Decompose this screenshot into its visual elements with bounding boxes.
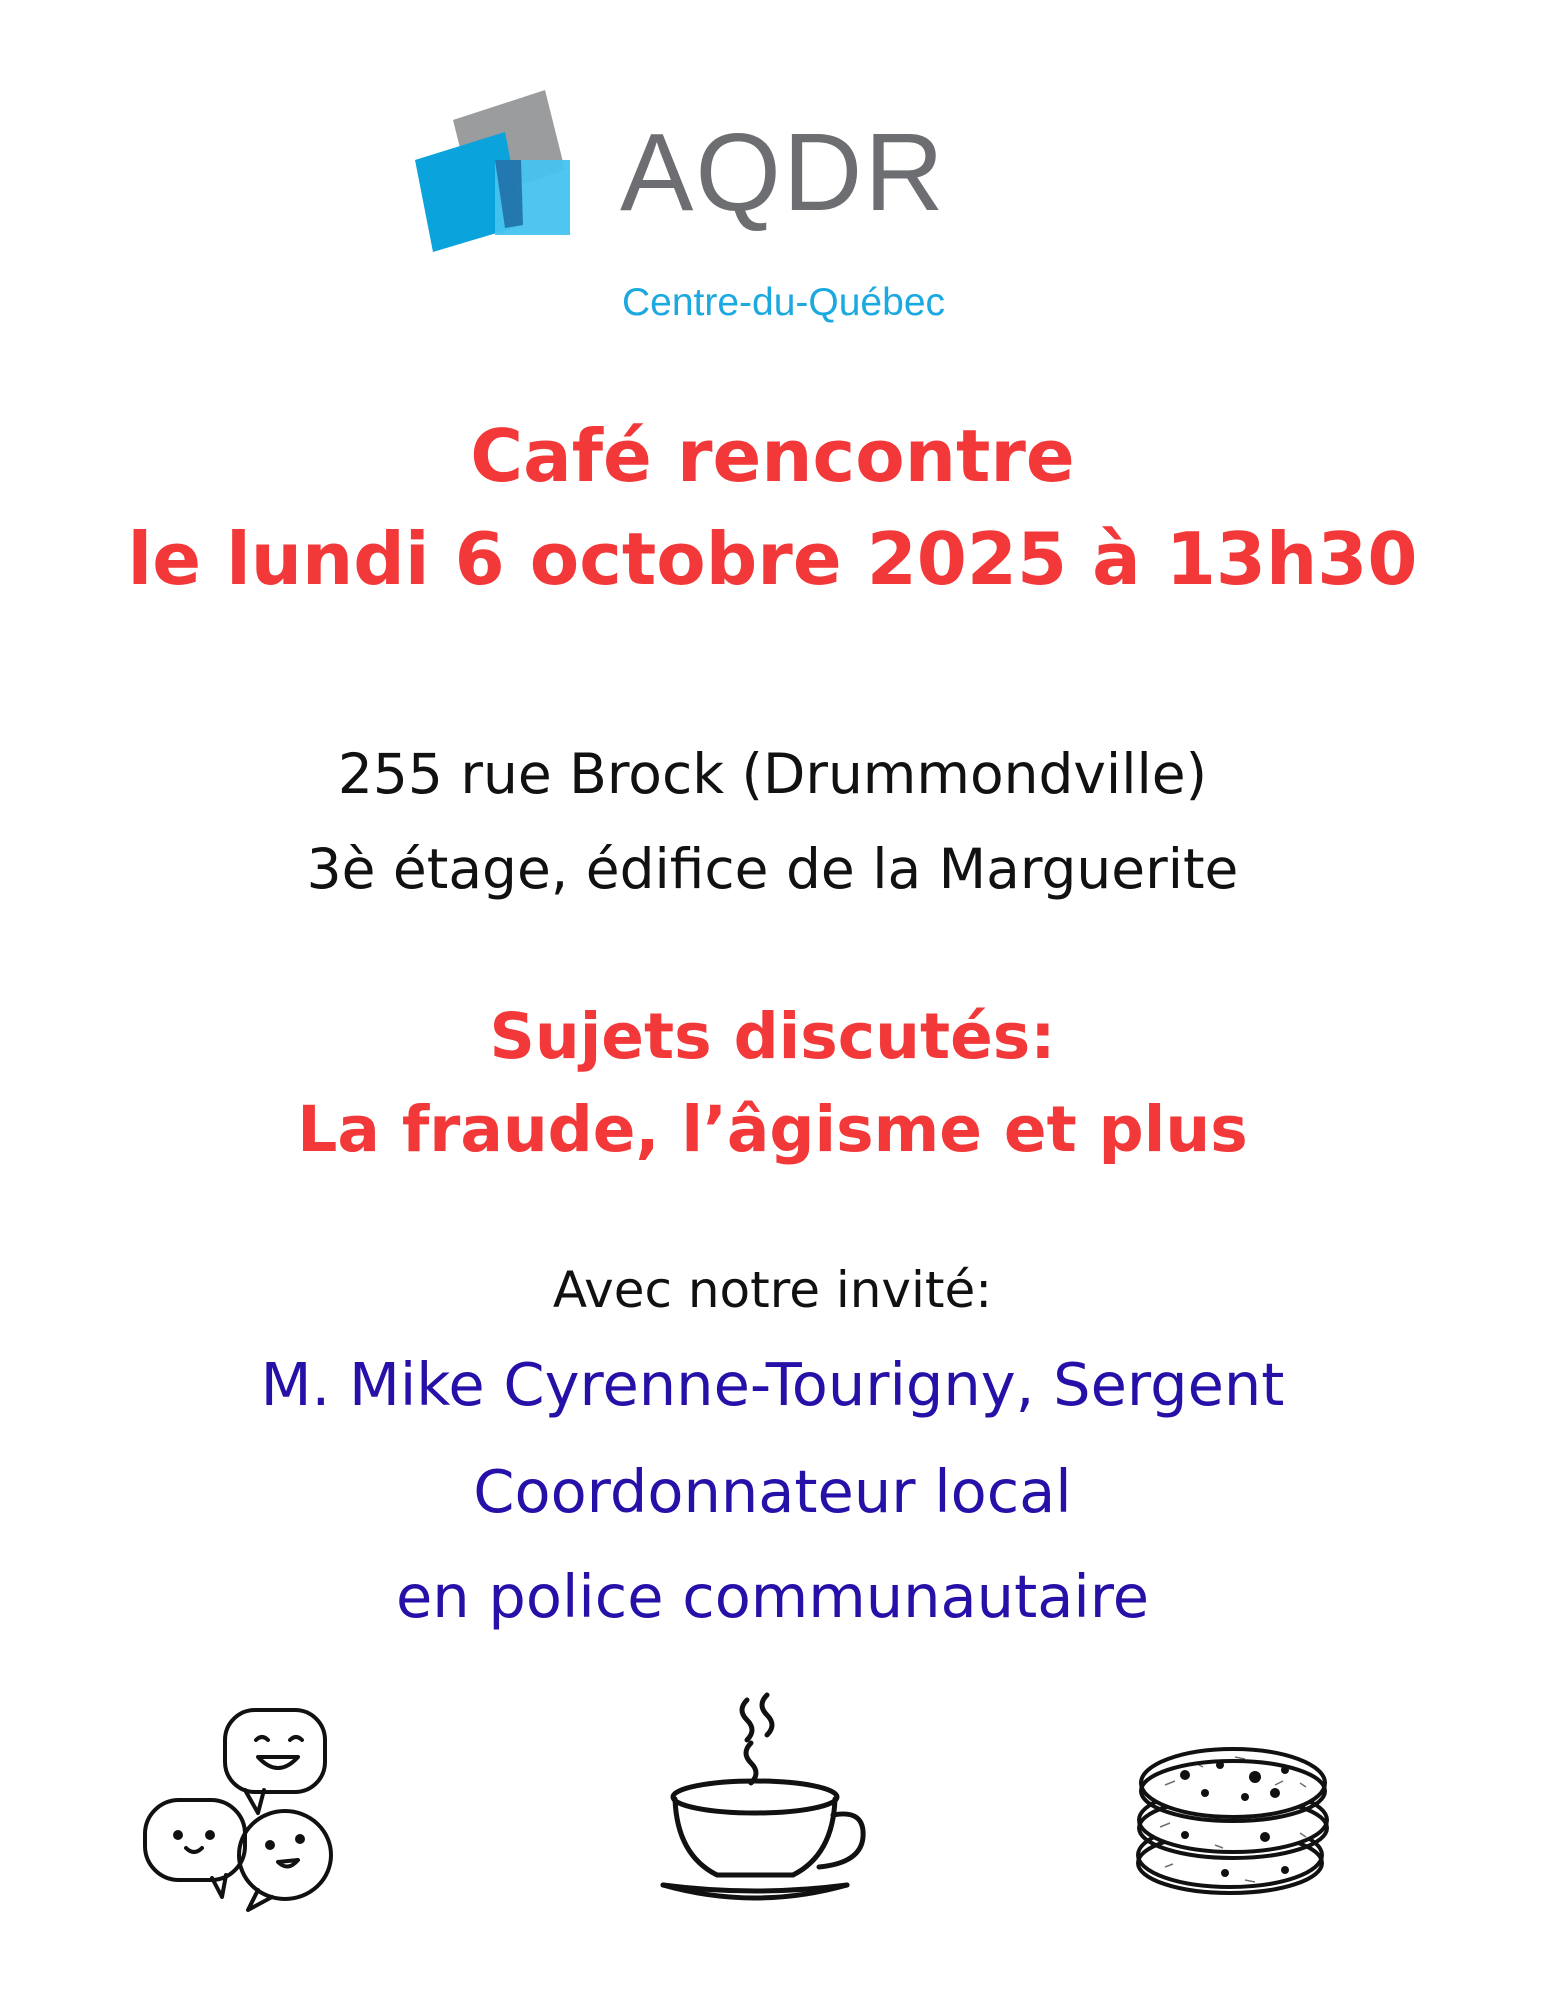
aqdr-logo-mark: [415, 90, 575, 270]
topics-heading: Sujets discutés:: [489, 1000, 1056, 1073]
cookies-icon: [1125, 1735, 1335, 1900]
guest-name: M. Mike Cyrenne-Tourigny, Sergent: [260, 1350, 1285, 1419]
address-line-2: 3è étage, édifice de la Marguerite: [306, 837, 1239, 901]
logo-subtitle: Centre-du-Québec: [622, 281, 946, 324]
chat-bubbles-icon: [140, 1705, 340, 1915]
address-line-1: 255 rue Brock (Drummondville): [337, 742, 1208, 806]
guest-label: Avec notre invité:: [552, 1261, 993, 1319]
event-date: le lundi 6 octobre 2025 à 13h30: [127, 517, 1418, 601]
guest-role-line-2: en police communautaire: [395, 1562, 1150, 1631]
event-title: Café rencontre: [470, 414, 1075, 498]
coffee-cup-icon: [655, 1685, 875, 1915]
topics-text: La fraude, l’âgisme et plus: [297, 1093, 1248, 1166]
logo-wordmark: AQDR: [620, 111, 946, 234]
guest-role-line-1: Coordonnateur local: [473, 1457, 1072, 1526]
